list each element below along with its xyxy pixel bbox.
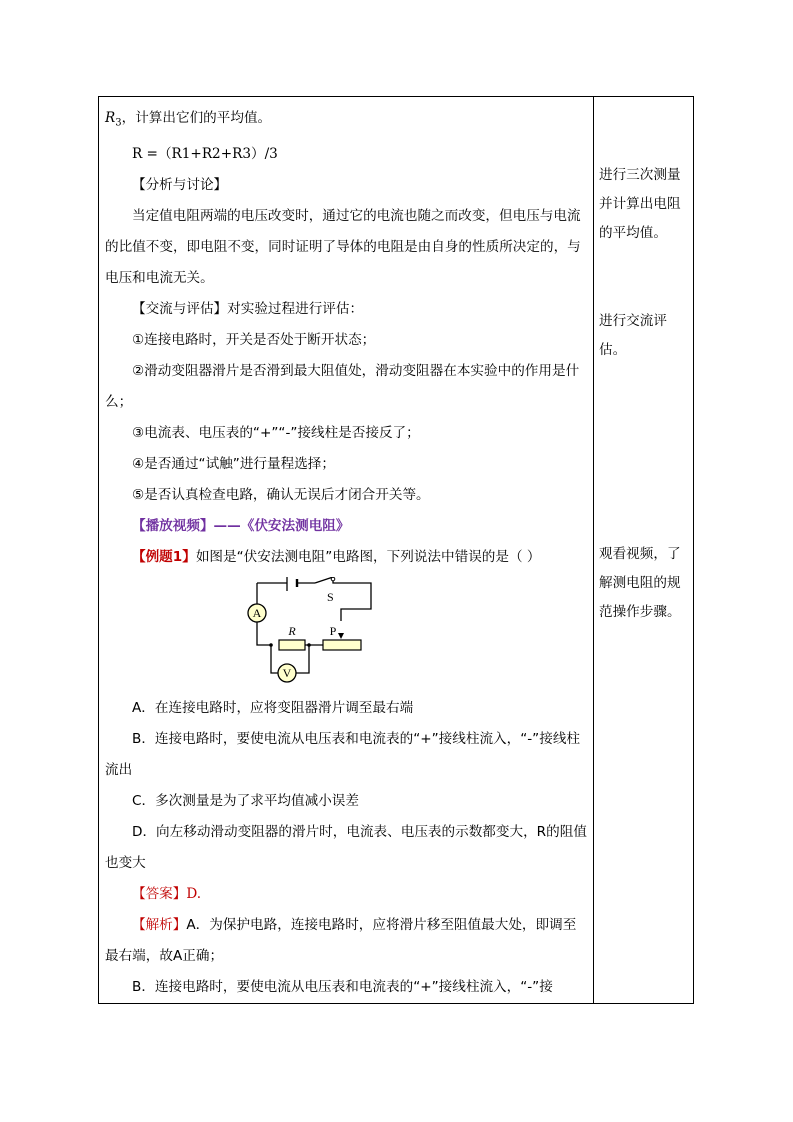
example-line [105,542,587,573]
eval-intro: 对实验过程进行评估： [227,300,364,317]
rheostat-slider-arrow [338,633,344,639]
side-note-1: 进行三次测量并计算出电阻的平均值。 [599,167,681,241]
answer-label: 【答案】 [132,885,187,902]
switch-contact [331,577,335,581]
junction-dot [307,643,311,647]
option-d: D．向左移动滑动变阻器的滑片时，电流表、电压表的示数都变大，R的阻值也变大 [105,823,587,871]
eval-heading-line [105,294,587,325]
r3-subscript: 3 [115,117,122,129]
analysis-heading: 【分析与讨论】 [132,176,228,193]
r3-text: ，计算出它们的平均值。 [121,110,272,126]
answer-line [105,879,587,910]
analysis-text: 当定值电阻两端的电压改变时，通过它的电流也随之而改变，但电压与电流的比值不变，即电阻不变，同时证明了导体的电阻是由自身的性质所决定的，与电压和电流无关。 [105,207,581,286]
lesson-table [98,96,694,1004]
option-a: A．在连接电路时，应将变阻器滑片调至最右端 [132,699,414,716]
main-column [105,103,587,1003]
junction-dot [269,643,273,647]
slider-label: P [329,623,337,638]
resistor-symbol [279,640,305,650]
eval-item: ①连接电路时，开关是否处于断开状态； [132,331,376,348]
explain-a: A．为保护电路，连接电路时，应将滑片移至阻值最大处，即调至最右端，故A正确； [105,916,577,964]
voltmeter-label: V [282,665,292,680]
circuit-diagram [235,577,375,689]
explain-label: 【解析】 [132,916,187,933]
resistor-label: R [288,623,296,638]
rheostat-symbol [323,640,361,650]
switch-blade [315,577,333,583]
eval-item: ②滑动变阻器滑片是否滑到最大阻值处，滑动变阻器在本实验中的作用是什么； [105,362,580,410]
example-text: 如图是“伏安法测电阻”电路图，下列说法中错误的是（ ） [195,548,541,565]
eval-heading: 【交流与评估】 [132,300,228,317]
column-divider [593,97,594,1003]
option-b: B．连接电路时，要使电流从电压表和电流表的“+”接线柱流入，“-”接线柱流出 [105,730,581,778]
option-c: C．多次测量是为了求平均值减小误差 [132,792,359,809]
eval-item: ⑤是否认真检查电路，确认无误后才闭合开关等。 [132,486,430,503]
eval-item: ④是否通过“试触”进行量程选择； [132,455,335,472]
side-note-2: 进行交流评估。 [599,313,667,358]
r3-symbol: R [105,110,116,126]
side-note-3: 观看视频，了解测电阻的规范操作步骤。 [599,546,681,620]
r3-line [105,103,587,139]
ammeter-label: A [252,605,262,620]
switch-label: S [327,589,334,604]
formula: R =（R1+R2+R3）/3 [132,145,278,162]
explain-b: B．连接电路时，要使电流从电压表和电流表的“+”接线柱流入，“-”接 [132,978,553,995]
explain-a-line [105,910,587,972]
eval-item: ③电流表、电压表的“+”“-”接线柱是否接反了； [132,424,420,441]
example-label: 【例题1】 [132,548,196,565]
answer-value: D. [186,885,202,902]
video-line[interactable]: 【播放视频】——《伏安法测电阻》 [132,517,350,534]
